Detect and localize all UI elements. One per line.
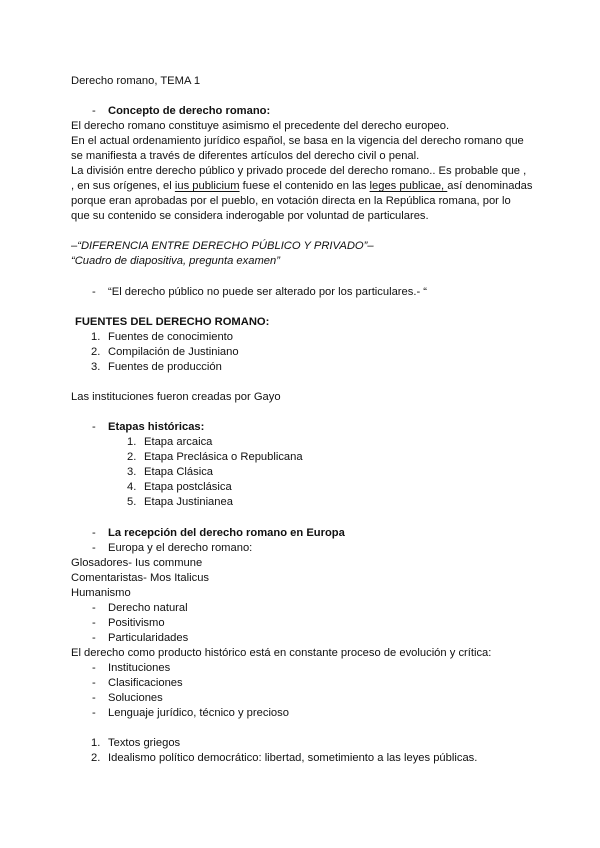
list-item: Compilación de Justiniano (108, 346, 239, 358)
paragraph-line: En el actual ordenamiento jurídico español, se basa en la vigencia del derecho romano que (71, 135, 524, 147)
concepto-heading: Concepto de derecho romano: (108, 105, 271, 117)
paragraph-line: Comentaristas- Mos Italicus (71, 572, 210, 584)
paragraph-line: porque eran aprobadas por el pueblo, en votación directa en la República romana, por lo (71, 195, 511, 207)
bullet-dash: - (92, 617, 96, 629)
ius-publicium-term: ius publicium (174, 180, 240, 192)
paragraph-line (71, 179, 533, 194)
quote-text: “El derecho público no puede ser alterado por los particulares.- “ (108, 286, 428, 298)
paragraph-line: El derecho como producto histórico está en constante proceso de evolución y crítica: (71, 647, 492, 659)
bullet-dash: - (92, 692, 96, 704)
list-item: Soluciones (108, 692, 163, 704)
list-item: Particularidades (108, 632, 189, 644)
bullet-dash: - (92, 105, 96, 117)
bullet-dash: - (92, 632, 96, 644)
list-item: Clasificaciones (108, 677, 183, 689)
paragraph-line: El derecho romano constituye asimismo el precedente del derecho europeo. (71, 120, 450, 132)
list-number: 4. (127, 481, 137, 493)
recepcion-heading: La recepción del derecho romano en Europa (108, 527, 345, 539)
list-item: Textos griegos (108, 737, 181, 749)
bullet-dash: - (92, 662, 96, 674)
bullet-dash: - (92, 542, 96, 554)
diferencia-heading: –“DIFERENCIA ENTRE DERECHO PÚBLICO Y PRIVADO”– (71, 240, 374, 252)
text-segment: fuese el contenido en las (239, 180, 370, 192)
list-number: 5. (127, 496, 137, 508)
list-number: 2. (91, 752, 101, 764)
list-item: Etapa arcaica (144, 436, 213, 448)
list-item: Etapa Preclásica o Republicana (144, 451, 303, 463)
list-number: 1. (127, 436, 137, 448)
list-item: Instituciones (108, 662, 171, 674)
bullet-dash: - (92, 421, 96, 433)
list-item: Lenguaje jurídico, técnico y precioso (108, 707, 289, 719)
list-item: Etapa postclásica (144, 481, 232, 493)
list-number: 1. (91, 331, 101, 343)
bullet-dash: - (92, 527, 96, 539)
list-item: Fuentes de conocimiento (108, 331, 234, 343)
instituciones-text: Las instituciones fueron creadas por Gayo (71, 391, 281, 403)
fuentes-heading: FUENTES DEL DERECHO ROMANO: (75, 316, 270, 328)
diferencia-note: “Cuadro de diapositiva, pregunta examen” (71, 255, 280, 267)
list-item: Positivismo (108, 617, 165, 629)
paragraph-line: Humanismo (71, 587, 131, 599)
recepcion-subheading: Europa y el derecho romano: (108, 542, 253, 554)
list-number: 3. (127, 466, 137, 478)
list-number: 1. (91, 737, 101, 749)
text-segment: , en sus orígenes, el (71, 180, 175, 192)
paragraph-line: que su contenido se considera inderogable por voluntad de particulares. (71, 210, 429, 222)
paragraph-line: Glosadores- Ius commune (71, 557, 203, 569)
paragraph-line: La división entre derecho público y privado procede del derecho romano.. Es probable que , (71, 165, 527, 177)
list-number: 3. (91, 361, 101, 373)
bullet-dash: - (92, 286, 96, 298)
list-item: Idealismo político democrático: libertad, sometimiento a las leyes públicas. (108, 752, 478, 764)
leges-publicae-term: leges publicae, (369, 180, 448, 192)
list-number: 2. (127, 451, 137, 463)
bullet-dash: - (92, 602, 96, 614)
list-item: Derecho natural (108, 602, 188, 614)
text-segment: así denominadas (447, 180, 533, 192)
bullet-dash: - (92, 677, 96, 689)
list-item: Fuentes de producción (108, 361, 222, 373)
list-item: Etapa Clásica (144, 466, 214, 478)
list-item: Etapa Justinianea (144, 496, 233, 508)
list-number: 2. (91, 346, 101, 358)
etapas-heading: Etapas históricas: (108, 421, 205, 433)
document-title: Derecho romano, TEMA 1 (71, 75, 201, 87)
paragraph-line: se manifiesta a través de diferentes artículos del derecho civil o penal. (71, 150, 420, 162)
bullet-dash: - (92, 707, 96, 719)
